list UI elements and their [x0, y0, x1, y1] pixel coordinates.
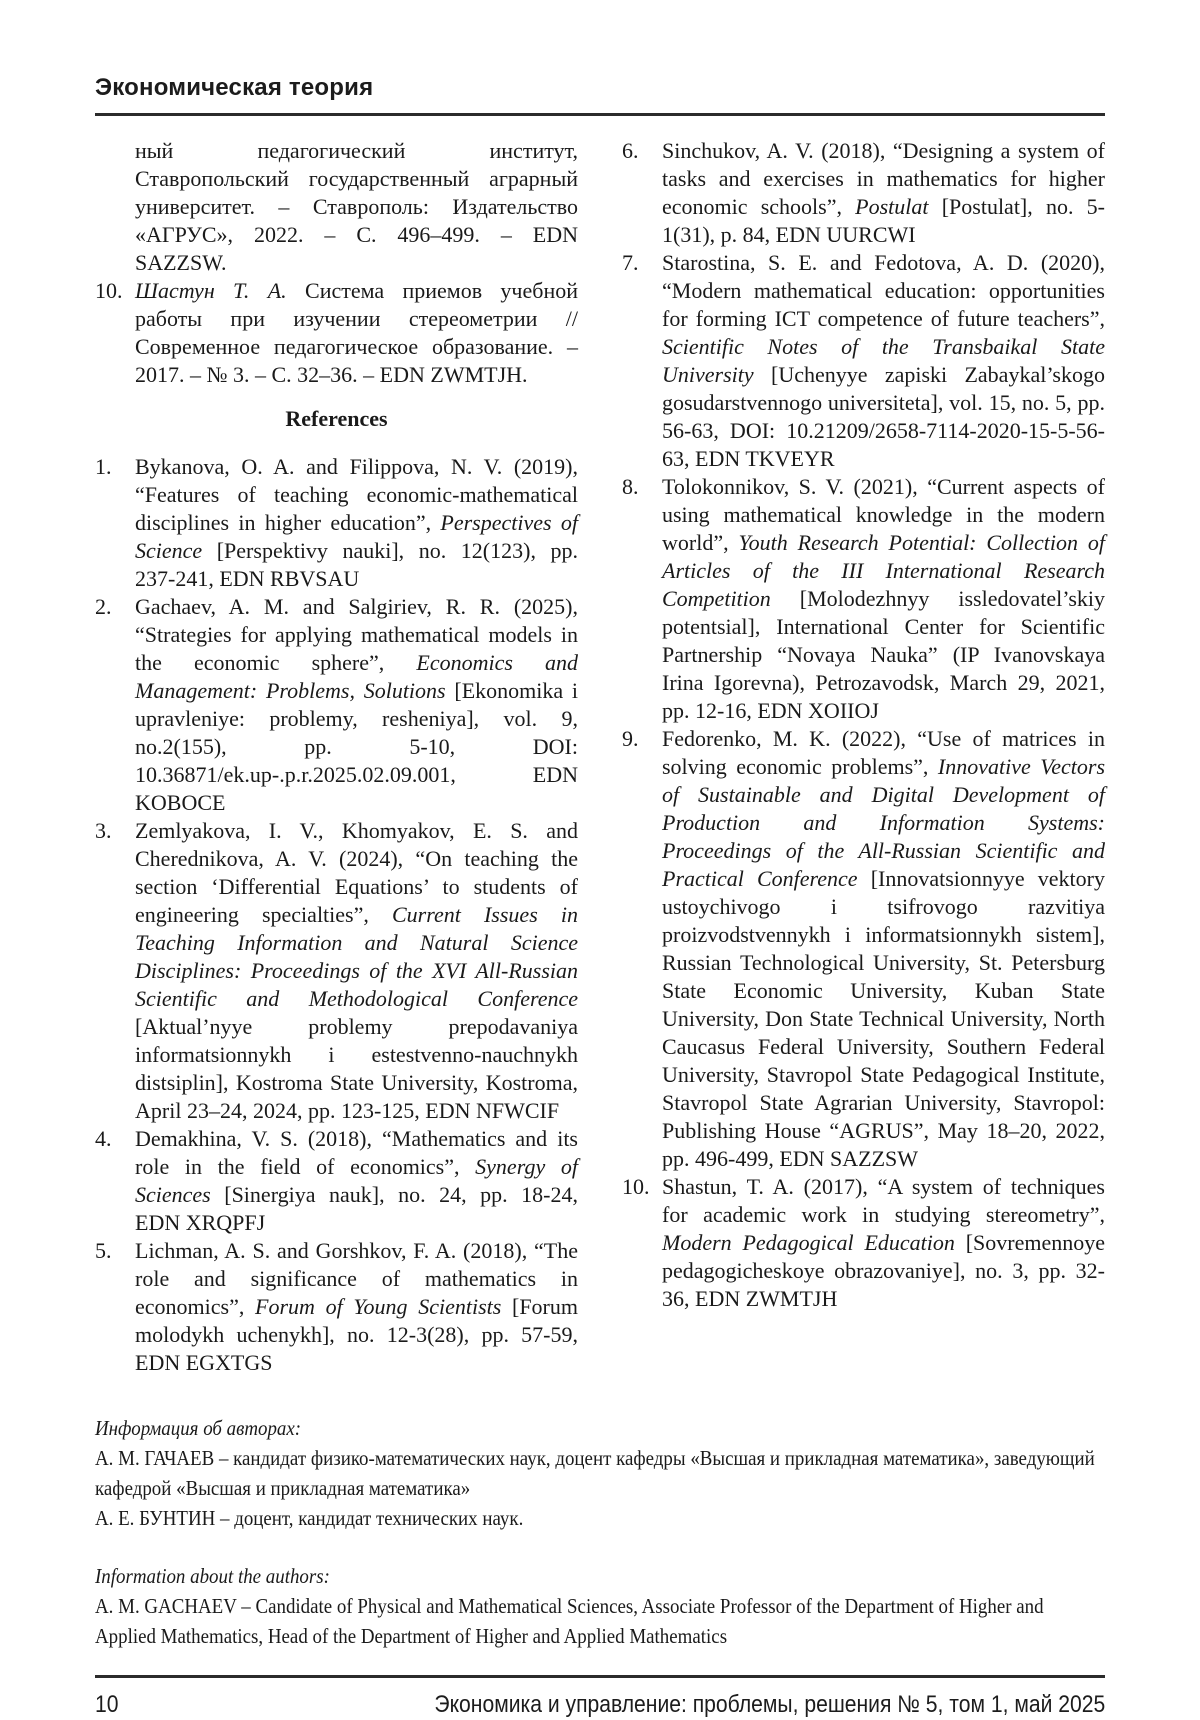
reference-segment: [Sovremennoye pedagogicheskoye obrazovaniye], no. 3, pp. 32-36, EDN ZWMTJH — [662, 1230, 1105, 1311]
reference-text — [662, 473, 1105, 725]
page-number: 10 — [95, 1691, 119, 1718]
left-column — [95, 137, 578, 1377]
reference-source-title: Current Issues in Teaching Information and Natural Science Disciplines: Proceedings of the XVI All-Russian Scientific and Methodological Conference — [135, 902, 578, 1011]
reference-segment: [Innovatsionnyye vektory ustoychivogo i tsifrovogo razvitiya proizvodstvennykh i informatsionnykh sistem], Russian Technological University, St. Petersburg State Economic University, Kuban State University, Don State Technical University, North Caucasus Federal University, Southern Federal University, Stavropol State Pedagogical Institute, Stavropol State Agrarian University, Stavropol: Publishing House “AGRUS”, May 18–20, 2022, pp. 496-499, EDN SAZZSW — [662, 866, 1105, 1171]
reference-number: 7. — [622, 250, 639, 275]
reference-segment: [Forum molodykh uchenykh], no. 12-3(28), pp. 57-59, EDN EGXTGS — [135, 1294, 578, 1375]
reference-text — [662, 249, 1105, 473]
reference-segment: [Uchenyye zapiski Zabaykal’skogo gosudarstvennogo universiteta], vol. 15, no. 5, pp. 56-63, DOI: 10.21209/2658-7114-2020-15-5-56-63, EDN TKVEYR — [662, 362, 1105, 471]
reference-text — [662, 725, 1105, 1173]
reference-source-title: Forum of Young Scientists — [255, 1294, 502, 1319]
reference-number: 6. — [622, 138, 639, 163]
right-column — [622, 137, 1105, 1377]
reference-text — [135, 453, 578, 593]
reference-text — [135, 593, 578, 817]
author-description: А. Е. БУНТИН – доцент, кандидат технических наук. — [95, 1506, 524, 1530]
reference-segment: Zemlyakova, I. V., Khomyakov, E. S. and Cherednikova, A. V. (2024), “On teaching the section ‘Differential Equations’ to students of engineering specialties”, — [135, 818, 578, 927]
reference-item — [95, 1125, 578, 1237]
reference-segment: [Postulat], no. 5-1(31), p. 84, EDN UURCWI — [662, 194, 1105, 247]
reference-segment: Shastun, T. A. (2017), “A system of techniques for academic work in studying stereometry”, — [662, 1174, 1105, 1227]
reference-segment: Fedorenko, M. K. (2022), “Use of matrices in solving economic problems”, — [662, 726, 1105, 779]
reference-source-title: Youth Research Potential: Collection of Articles of the III International Research Competition — [662, 530, 1105, 611]
authors-info-en-heading: Information about the authors: — [95, 1564, 330, 1588]
reference-item — [95, 453, 578, 593]
reference-text — [135, 1237, 578, 1377]
reference-number: 3. — [95, 818, 112, 843]
reference-item — [622, 249, 1105, 473]
reference-segment: [Perspektivy nauki], no. 12(123), pp. 237-241, EDN RBVSAU — [135, 538, 578, 591]
reference-segment: Demakhina, V. S. (2018), “Mathematics and its role in the field of economics”, — [135, 1126, 578, 1179]
authors-info-ru-lines — [95, 1443, 1105, 1533]
running-head: Экономическая теория — [95, 74, 374, 101]
reference-source-title: Perspectives of Science — [135, 510, 578, 563]
russian-reference-list — [95, 277, 578, 389]
reference-text — [662, 137, 1105, 249]
reference-text — [135, 1125, 578, 1237]
authors-info-ru-heading: Информация об авторах: — [95, 1416, 302, 1440]
reference-number: 8. — [622, 474, 639, 499]
reference-source-title: Postulat — [855, 194, 929, 219]
authors-info-russian — [95, 1413, 1105, 1533]
reference-number: 1. — [95, 454, 112, 479]
author-description: А. М. ГАЧАЕВ – кандидат физико-математических наук, доцент кафедры «Высшая и прикладная математика», заведующий кафедрой «Высшая и прикладная математика» — [95, 1446, 1095, 1500]
author-description: A. M. GACHAEV – Candidate of Physical and Mathematical Sciences, Associate Professor of the Department of Higher and Applied Mathematics, Head of the Department of Higher and Applied Mathematics — [95, 1594, 1044, 1648]
reference-item — [622, 725, 1105, 1173]
references-list-right — [622, 137, 1105, 1313]
reference-segment: Система приемов учебной работы при изучении стереометрии // Современное педагогическое образование. – 2017. – № 3. – С. 32–36. – EDN ZWMTJH. — [135, 278, 578, 387]
reference-number: 10. — [95, 278, 123, 303]
reference-segment: [Molodezhnyy issledovatel’skiy potentsial], International Center for Scientific Partnership “Novaya Nauka” (IP Ivanovskaya Irina Igorevna), Petrozavodsk, March 29, 2021, pp. 12-16, EDN XOIIOJ — [662, 586, 1105, 723]
reference-number: 5. — [95, 1238, 112, 1263]
two-column-area — [95, 137, 1105, 1377]
reference-source-title: Modern Pedagogical Education — [662, 1230, 955, 1255]
footer-rule — [95, 1675, 1105, 1678]
reference-text — [135, 817, 578, 1125]
footer-condensed-wrap — [95, 1690, 1105, 1720]
reference-item — [95, 593, 578, 817]
reference-segment: Gachaev, A. M. and Salgiriev, R. R. (2025), “Strategies for applying mathematical models in the economic sphere”, — [135, 594, 578, 675]
reference-segment: Sinchukov, A. V. (2018), “Designing a system of tasks and exercises in mathematics for higher economic schools”, — [662, 138, 1105, 219]
reference-segment: [Ekonomika i upravleniye: problemy, resheniya], vol. 9, no.2(155), pp. 5-10, DOI: 10.36871/ek.up-.p.r.2025.02.09.001, EDN KOBOCE — [135, 678, 578, 815]
reference-item — [95, 1237, 578, 1377]
authors-info-section — [95, 1413, 1105, 1651]
reference-item — [95, 817, 578, 1125]
reference-source-title: Economics and Management: Problems, Solutions — [135, 650, 579, 703]
reference-segment: Lichman, A. S. and Gorshkov, F. A. (2018), “The role and significance of mathematics in economics”, — [135, 1238, 578, 1319]
references-heading: References — [285, 406, 388, 431]
authors-info-en-lines — [95, 1591, 1105, 1651]
page-footer — [95, 1690, 1105, 1720]
reference-item — [95, 277, 578, 389]
reference-source-title: Scientific Notes of the Transbaikal State University — [662, 334, 1105, 387]
russian-reference-continuation: ный педагогический институт, Ставропольский государственный аграрный университет. – Ставрополь: Издательство «АГРУС», 2022. – С. 496–499. – EDN SAZZSW. — [135, 138, 578, 275]
reference-number: 9. — [622, 726, 639, 751]
reference-text — [662, 1173, 1105, 1313]
reference-segment: [Sinergiya nauk], no. 24, pp. 18-24, EDN XRQPFJ — [135, 1182, 578, 1235]
reference-source-title: Synergy of Sciences — [135, 1154, 578, 1207]
reference-item — [622, 1173, 1105, 1313]
reference-text — [135, 277, 578, 389]
reference-segment: Bykanova, O. A. and Filippova, N. V. (2019), “Features of teaching economic-mathematical disciplines in higher education”, — [135, 454, 578, 535]
reference-item — [622, 473, 1105, 725]
reference-item — [622, 137, 1105, 249]
journal-footer-title: Экономика и управление: проблемы, решения № 5, том 1, май 2025 — [434, 1691, 1106, 1718]
reference-source-title: Innovative Vectors of Sustainable and Digital Development of Production and Information Systems: Proceedings of the All-Russian Scientific and Practical Conference — [662, 754, 1105, 891]
reference-number: 2. — [95, 594, 112, 619]
reference-segment: Tolokonnikov, S. V. (2021), “Current aspects of using mathematical knowledge in the modern world”, — [662, 474, 1105, 555]
reference-segment: [Aktual’nyye problemy prepodavaniya informatsionnykh i estestvenno-nauchnykh distsiplin], Kostroma State University, Kostroma, April 23–24, 2024, pp. 123-125, EDN NFWCIF — [135, 1014, 578, 1123]
authors-info-english — [95, 1561, 1105, 1651]
reference-source-title: Шастун Т. А. — [135, 278, 287, 303]
header-rule — [95, 113, 1105, 116]
reference-segment: Starostina, S. E. and Fedotova, A. D. (2020), “Modern mathematical education: opportunities for forming ICT competence of future teachers”, — [662, 250, 1105, 331]
reference-number: 10. — [622, 1174, 650, 1199]
reference-number: 4. — [95, 1126, 112, 1151]
references-list-left — [95, 453, 578, 1377]
